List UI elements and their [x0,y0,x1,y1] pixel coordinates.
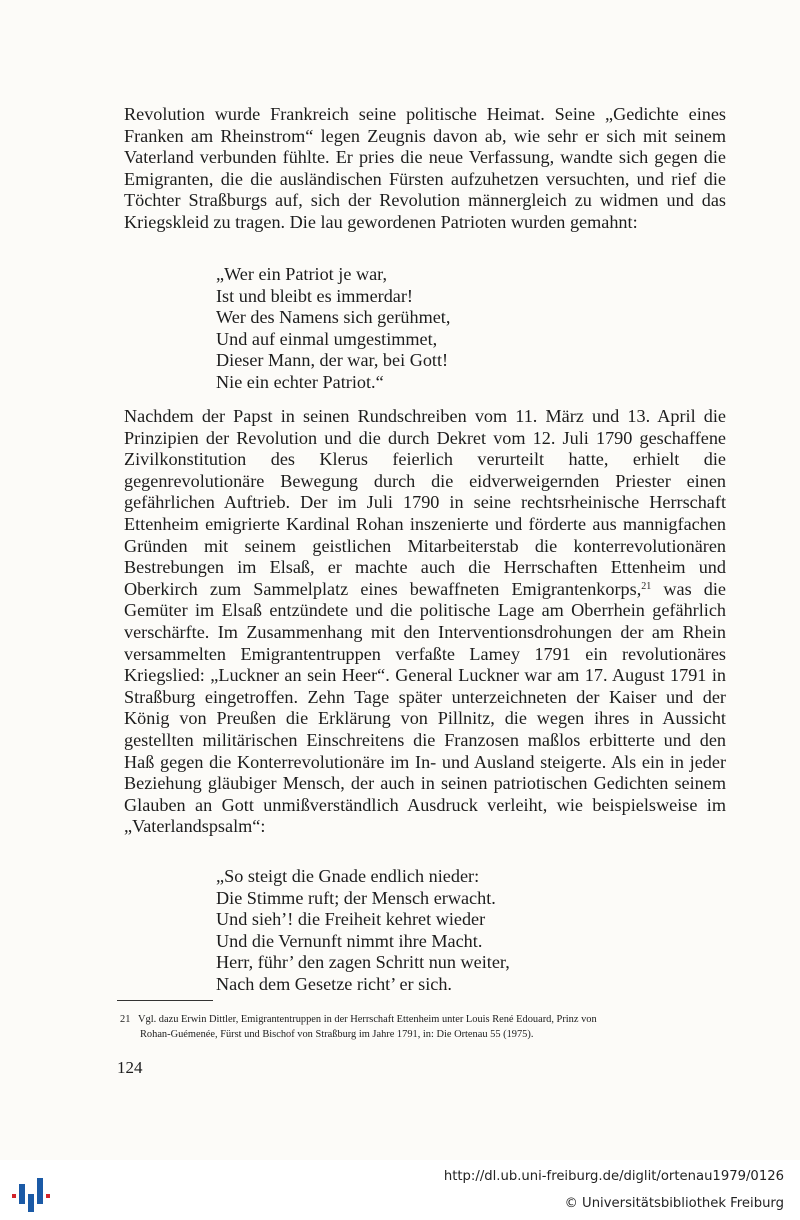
poem-line: Und auf einmal umgestimmet, [216,328,438,349]
paragraph-main-text-b: was die Gemüter im Elsaß entzündete und die politische Lage am Oberrhein gefährlich verschärfte. Im Zusammenhang mit den Interventionsdrohungen der am Rhein versammelten Emigrantentruppen verfaßte Lamey 1791 ein revolutionäres Kriegslied: „Luckner an sein Heer“. General Luckner war am 17. August 1791 in Straßburg eingetroffen. Zehn Tage später unterzeichneten der Kaiser und der König von Preußen die Erklärung von Pillnitz, die wegen ihres in Aussicht gestellten militärischen Einschreitens die Franzosen maßlos erbitterte und den Haß gegen die Konterrevolutionäre im In- und Ausland steigerte. Als ein in jeder Beziehung gläubiger Mensch, der auch in seinen patriotischen Gedichten seinem Glauben an Gott unmißverständlich Ausdruck verleiht, wie beispielsweise im „Vaterlandspsalm“: [124,578,726,837]
poem-line: Und die Vernunft nimmt ihre Macht. [216,930,483,951]
permalink-url[interactable]: http://dl.ub.uni-freiburg.de/diglit/ortenau1979/0126 [443,1169,784,1184]
poem-line: Herr, führ’ den zagen Schritt nun weiter, [216,952,510,973]
copyright-notice: © Universitätsbibliothek Freiburg [564,1196,784,1211]
poem-line: Und sieh’! die Freiheit kehret wieder [216,909,486,930]
poem-line: Nie ein echter Patriot.“ [216,371,384,392]
footnote-reference[interactable]: 21 [641,580,652,592]
poem-line: Ist und bleibt es immerdar! [216,285,413,306]
footnote-text: Vgl. dazu Erwin Dittler, Emigrantentruppen in der Herrschaft Ettenheim unter Louis René Edouard, Prinz von [138,1014,597,1025]
footnote [120,1012,726,1042]
footnote-number: 21 [120,1014,131,1025]
poem-line: „Wer ein Patriot je war, [216,264,388,284]
poem-line: Dieser Mann, der war, bei Gott! [216,350,449,371]
poem-vaterlandspsalm [216,866,510,996]
paragraph-intro: Revolution wurde Frankreich seine politische Heimat. Seine „Gedichte eines Franken am Rheinstrom“ legen Zeugnis davon ab, wie sehr er sich mit seinem Vaterland verbunden fühlte. Er pries die neue Verfassung, wandte sich gegen die Emigranten, die die ausländischen Fürsten aufzuhetzen versuchten, und rief die Töchter Straßburgs auf, sich der Revolution männergleich zu widmen und das Kriegskleid zu tragen. Die lau gewordenen Patrioten wurden gemahnt: [124,104,726,232]
footnote-line [120,1012,726,1027]
ub-freiburg-logo-icon[interactable] [12,1172,52,1212]
footnote-divider [117,1000,213,1001]
poem-patriot [216,264,450,394]
poem-line: Die Stimme ruft; der Mensch erwacht. [216,887,496,908]
footnote-line: Rohan-Guémenée, Fürst und Bischof von Straßburg im Jahre 1791, in: Die Ortenau 55 (1975). [140,1029,534,1040]
poem-line: Nach dem Gesetze richt’ er sich. [216,973,452,994]
poem-line: Wer des Namens sich gerühmet, [216,307,451,328]
paragraph-main-text-a: Nachdem der Papst in seinen Rundschreiben vom 11. März und 13. April die Prinzipien der Revolution und die durch Dekret vom 12. Juli 1790 geschaffene Zivilkonstitution des Klerus feierlich verurteilt hatte, erhielt die gegenrevolutionäre Bewegung durch die eidverweigernden Priester einen gefährlichen Auftrieb. Der im Juli 1790 in seine rechtsrheinische Herrschaft Ettenheim emigrierte Kardinal Rohan inszenierte und förderte aus mannigfachen Gründen mit seinem geistlichen Mitarbeiterstab die konterrevolutionären Bestrebungen im Elsaß, er machte auch die Herrschaften Ettenheim und Oberkirch zum Sammelplatz eines bewaffneten Emigrantenkorps, [124,406,726,599]
page-number: 124 [117,1058,143,1077]
poem-line: „So steigt die Gnade endlich nieder: [216,866,480,886]
paragraph-main [124,406,726,838]
